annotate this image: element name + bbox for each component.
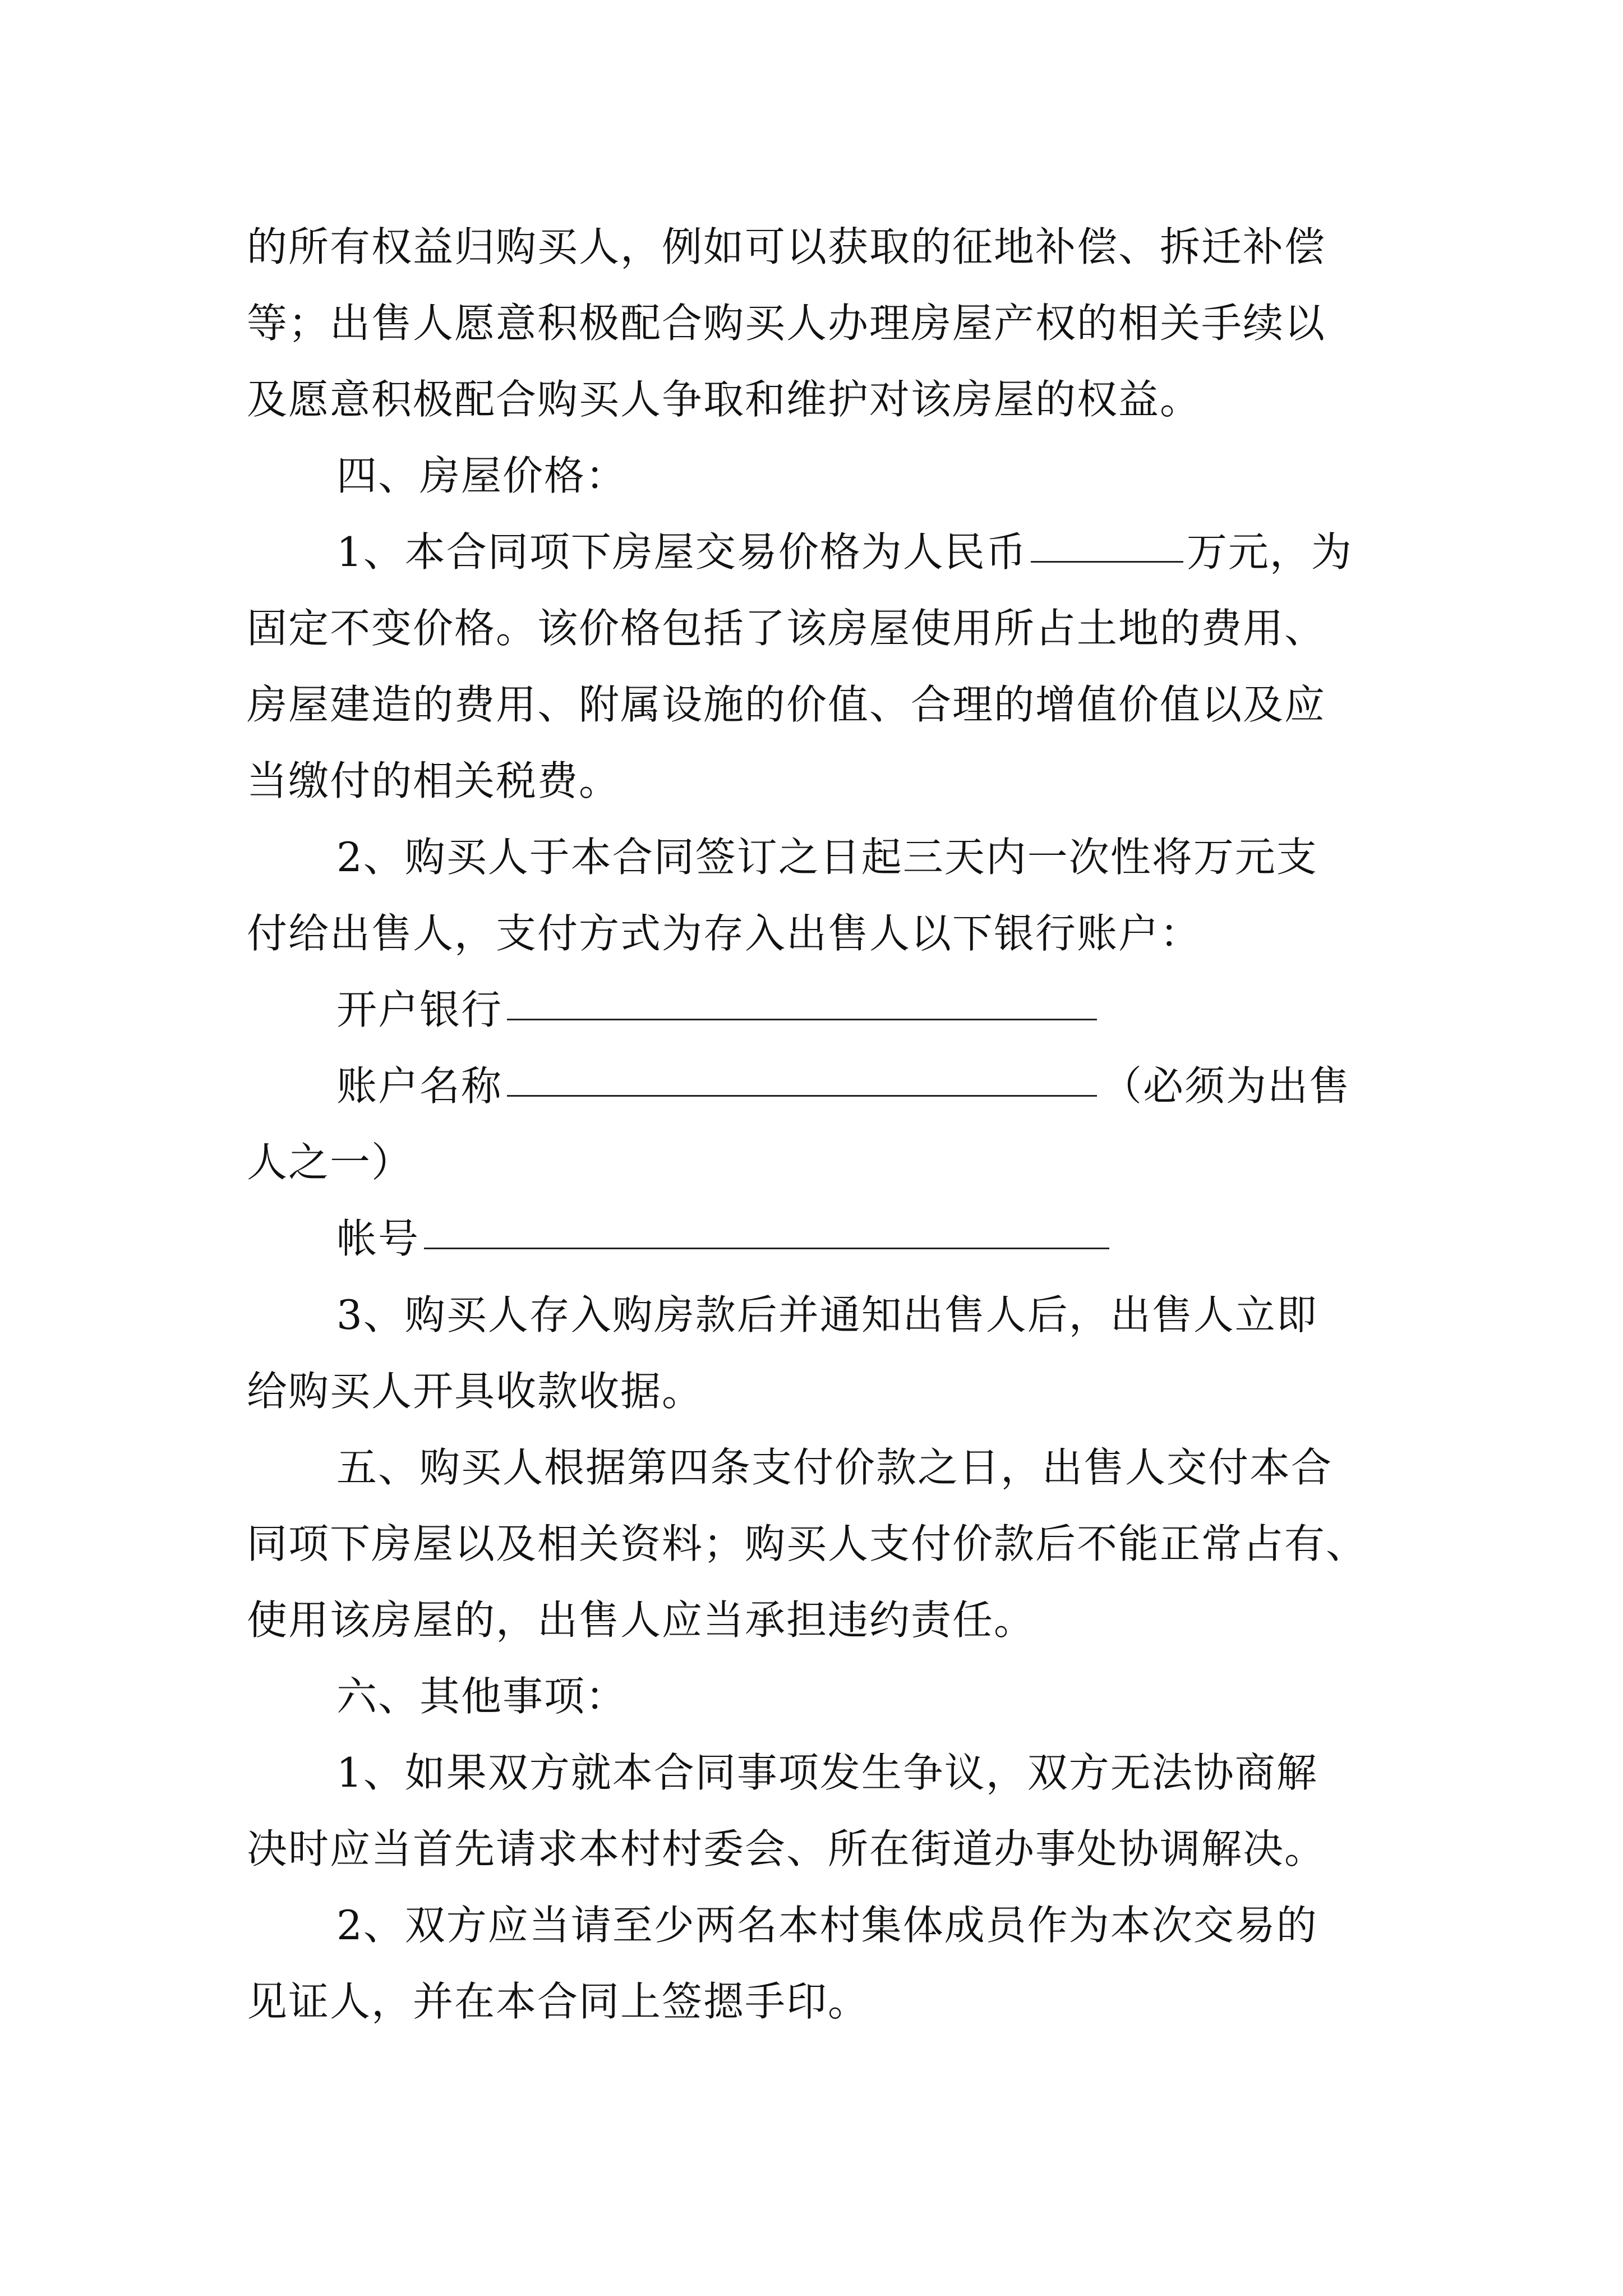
price-blank — [1031, 561, 1183, 563]
paragraph-line: 及愿意积极配合购买人争取和维护对该房屋的权益。 — [247, 376, 1202, 423]
section-heading-price: 四、房屋价格： — [336, 452, 628, 499]
price-line-after: 万元，为 — [1186, 528, 1353, 576]
paragraph-line: 房屋建造的费用、附属设施的价值、合理的增值价值以及应 — [247, 681, 1326, 728]
price-line — [247, 514, 1377, 590]
paragraph-line: 决时应当首先请求本村村委会、所在街道办事处协调解决。 — [247, 1825, 1326, 1872]
paragraph-line: 2、双方应当请至少两名本村集体成员作为本次交易的 — [336, 1902, 1318, 1949]
paragraph-line: 固定不变价格。该价格包括了该房屋使用所占土地的费用、 — [247, 605, 1326, 652]
price-line-before: 1、本合同项下房屋交易价格为人民币 — [336, 528, 1027, 576]
account-name-line — [247, 1048, 1377, 1124]
document-body — [247, 209, 1377, 2040]
bank-line — [247, 972, 1377, 1048]
paragraph-line: 人之一） — [247, 1139, 413, 1186]
bank-blank — [507, 1019, 1097, 1020]
paragraph-line: 五、购买人根据第四条支付价款之日，出售人交付本合 — [336, 1444, 1333, 1491]
paragraph-line: 付给出售人，支付方式为存入出售人以下银行账户： — [247, 910, 1202, 957]
paragraph-line: 等；出售人愿意积极配合购买人办理房屋产权的相关手续以 — [247, 300, 1326, 347]
account-number-label: 帐号 — [336, 1215, 420, 1262]
paragraph-line: 当缴付的相关税费。 — [247, 757, 621, 804]
paragraph-line: 1、如果双方就本合同事项发生争议，双方无法协商解 — [336, 1749, 1318, 1796]
paragraph-line: 给购买人开具收款收据。 — [247, 1368, 704, 1415]
paragraph-line: 的所有权益归购买人，例如可以获取的征地补偿、拆迁补偿 — [247, 223, 1326, 270]
paragraph-line: 见证人，并在本合同上签摁手印。 — [247, 1978, 870, 2025]
paragraph-line: 使用该房屋的，出售人应当承担违约责任。 — [247, 1596, 1036, 1644]
section-heading-other: 六、其他事项： — [336, 1673, 628, 1720]
account-number-blank — [424, 1248, 1109, 1249]
account-name-label: 账户名称 — [336, 1062, 503, 1110]
account-name-blank — [507, 1095, 1097, 1097]
paragraph-line: 同项下房屋以及相关资料；购买人支付价款后不能正常占有、 — [247, 1520, 1368, 1567]
bank-label: 开户银行 — [336, 986, 503, 1033]
account-number-line — [247, 1200, 1377, 1277]
paragraph-line: 3、购买人存入购房款后并通知出售人后，出售人立即 — [336, 1291, 1318, 1338]
account-name-note: （必须为出售 — [1101, 1062, 1351, 1110]
paragraph-line: 2、购买人于本合同签订之日起三天内一次性将万元支 — [336, 834, 1318, 881]
